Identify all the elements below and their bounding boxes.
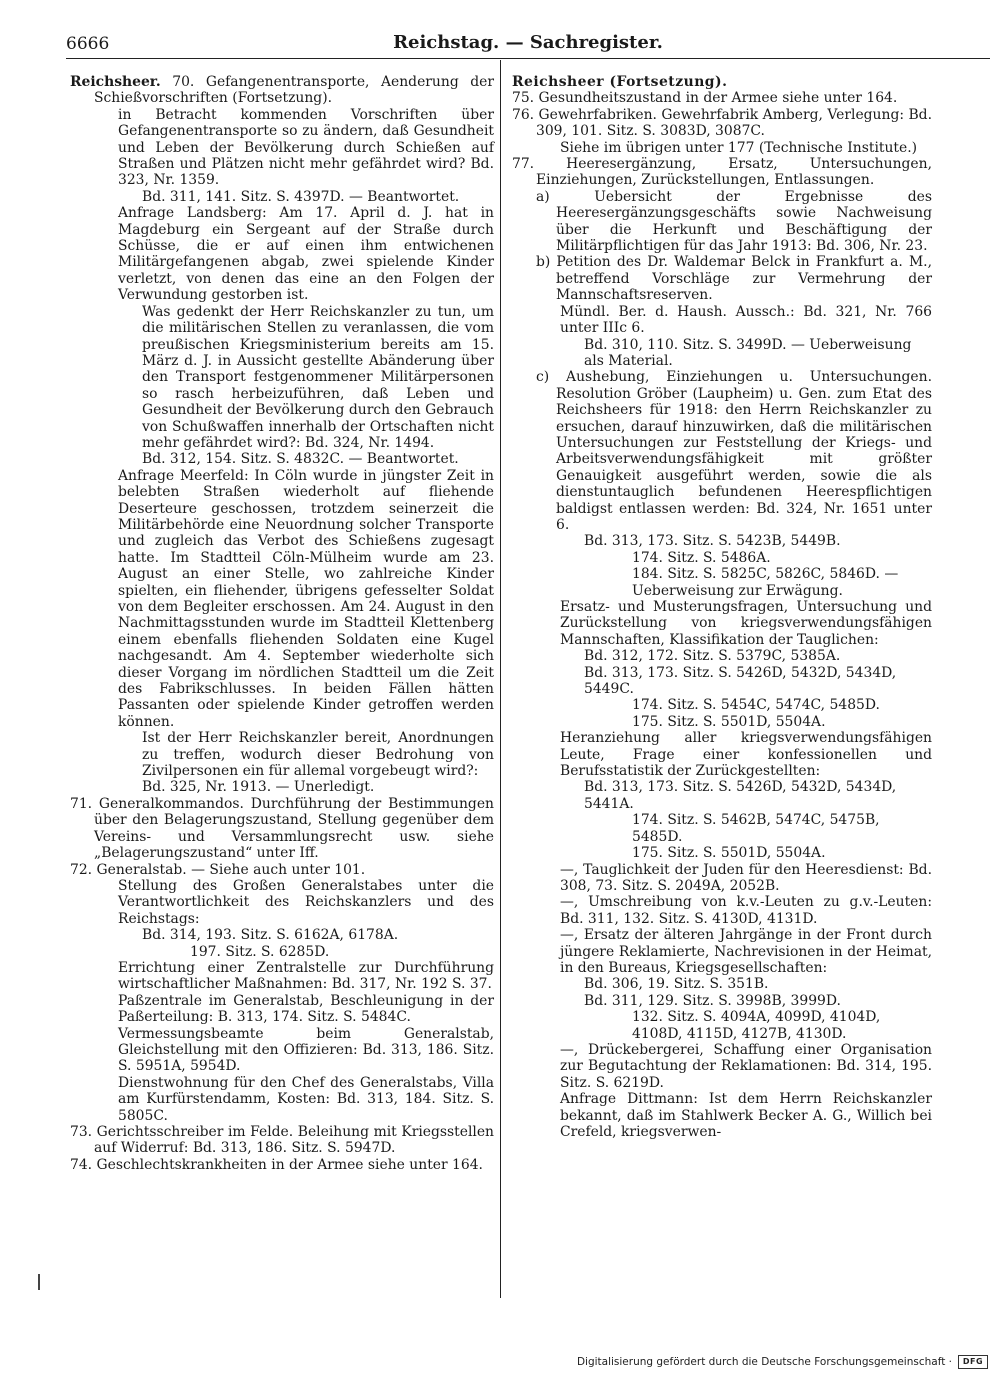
entry-reference: Bd. 310, 110. Sitz. S. 3499D. — Ueberweisung als Material. (584, 336, 912, 369)
entry-reference: 174. Sitz. S. 5462B, 5474C, 5475B, 5485D. (632, 812, 880, 845)
entry-text: in Betracht kommenden Vorschriften über Gefangenentransporte so zu ändern, daß Gesundheit und Leben der Bevölkerung durch Schießen auf Straßen und Plätzen nicht mehr gefährdet wird? Bd. 323, Nr. 1359. (118, 106, 494, 189)
section-heading: Reichsheer. 70. Gefangenentransporte, Aenderung der Schießvorschriften (Fortsetzung). (70, 74, 494, 107)
entry-reference: Bd. 312, 172. Sitz. S. 5379C, 5385A. (584, 648, 841, 665)
index-item-74: 74. Geschlechtskrankheiten in der Armee siehe unter 164. (70, 1156, 483, 1173)
section-heading: Reichsheer (Fortsetzung). (512, 74, 728, 90)
page-footer (577, 1355, 988, 1369)
entry-text: Ist der Herr Reichskanzler bereit, Anordnungen zu treffen, wodurch dieser Bedrohung von Zivilpersonen ein für allemal vorgebeugt wird?: (142, 730, 494, 780)
entry-text: Mündl. Ber. d. Haush. Aussch.: Bd. 321, Nr. 766 unter IIIc 6. (560, 303, 932, 337)
scan-mark (38, 1274, 40, 1290)
entry-subitem-b: b) Petition des Dr. Waldemar Belck in Frankfurt a. M., betreffend Vorschläge zur Vermehrung der Mannschaftsreserven. (536, 254, 932, 304)
dfg-logo-icon: DFG (958, 1355, 988, 1369)
entry-reference: Bd. 311, 129. Sitz. S. 3998B, 3999D. (584, 992, 841, 1009)
entry-reference: 175. Sitz. S. 5501D, 5504A. (632, 713, 826, 730)
entry-text: Anfrage Meerfeld: In Cöln wurde in jüngster Zeit in belebten Straßen wiederholt auf fliehende Deserteure geschossen, trotzdem seinerzeit die Militärbehörde eine Neuordnung solcher Transporte und zugleich das Verbot des Schießens zugesagt hatte. Im Stadtteil Cöln-Mülheim wurde am 23. August an einer Stelle, wo zahlreiche Kinder spielten, ein fliehender, übrigens gefesselter Soldat von dem Begleiter erschossen. Am 24. August in den Nachmittagsstunden wurde im Stadtteil Klettenberg einem ebenfalls fliehenden Soldaten eine Kugel nachgesandt. Am 4. September wiederholte sich dieser Vorgang im nördlichen Stadtteil um die Zeit des Fabrikschlusses. In beiden Fällen hätten Passanten oder spielende Kinder getroffen werden können. (118, 467, 494, 730)
entry-reference: Bd. 313, 173. Sitz. S. 5426D, 5432D, 5434D, 5449C. (584, 664, 897, 698)
entry-reference: 175. Sitz. S. 5501D, 5504A. (632, 845, 826, 862)
entry-text: Paßzentrale im Generalstab, Beschleunigung in der Paßerteilung: B. 313, 174. Sitz. S. 5484C. (118, 992, 494, 1026)
left-column (70, 74, 494, 1173)
entry-text: Heranziehung aller kriegsverwendungsfähigen Leute, Frage einer konfessionellen und Berufsstatistik der Zurückgestellten: (560, 730, 932, 780)
entry-reference: Bd. 313, 173. Sitz. S. 5426D, 5432D, 5434D, 5441A. (584, 779, 897, 812)
entry-text: —, Ersatz der älteren Jahrgänge in der Front durch jüngere Reklamierte, Nachrevisionen in der Heimat, in den Bureaus, Kriegsgesellschaften: (560, 927, 932, 976)
index-item-71: 71. Generalkommandos. Durchführung der Bestimmungen über den Belagerungszustand, Stellung gegenüber dem Vereins- und Versammlungsrecht usw. siehe „Belagerungszustand“ unter Iff. (70, 795, 494, 862)
index-item-77: 77. Heeresergänzung, Ersatz, Untersuchungen, Einziehungen, Zurückstellungen, Entlassungen. (512, 156, 932, 189)
footer-text: Digitalisierung gefördert durch die Deutsche Forschungsgemeinschaft · (576, 1356, 952, 1368)
entry-reference: 174. Sitz. S. 5486A. (632, 549, 771, 566)
running-title: Reichstag. — Sachregister. (393, 32, 663, 53)
entry-reference: Bd. 313, 173. Sitz. S. 5423B, 5449B. (584, 533, 841, 550)
entry-reference: Bd. 314, 193. Sitz. S. 6162A, 6178A. (142, 927, 399, 944)
entry-text: Vermessungsbeamte beim Generalstab, Gleichstellung mit den Offizieren: Bd. 313, 186. Sitz. S. 5951A, 5954D. (118, 1025, 494, 1075)
page-header (66, 30, 990, 58)
entry-text: Ersatz- und Musterungsfragen, Untersuchung und Zurückstellung von kriegsverwendungsfähigen Mannschaften, Klassifikation der Tauglichen: (560, 599, 932, 648)
entry-text: Stellung des Großen Generalstabes unter die Verantwortlichkeit des Reichskanzlers und des Reichstags: (118, 877, 494, 927)
index-item-75: 75. Gesundheitszustand in der Armee siehe unter 164. (512, 90, 898, 107)
entry-reference: Bd. 312, 154. Sitz. S. 4832C. — Beantwortet. (142, 451, 459, 468)
entry-reference: 132. Sitz. S. 4094A, 4099D, 4104D, 4108D, 4115D, 4127B, 4130D. (632, 1009, 881, 1042)
entry-subitem-a: a) Uebersicht der Ergebnisse des Heeresergänzungsgeschäfts sowie Nachweisung über die Herkunft und Beschäftigung der Militärpflichtigen für das Jahr 1913: Bd. 306, Nr. 23. (536, 188, 932, 255)
entry-subitem-c: c) Aushebung, Einziehungen u. Untersuchungen. Resolution Gröber (Laupheim) u. Gen. zum Etat des Reichsheers für 1918: den Herrn Reichskanzler zu ersuchen, darauf hinzuwirken, daß die militärischen Untersuchungen zur Feststellung der Kriegs- und Arbeitsverwendungsfähigkeit mit größter Genauigkeit ausgeführt werden, sowie die als dienstuntauglich befundenen Heerespflichtigen baldigst entlassen werden: Bd. 324, Nr. 1651 unter 6. (536, 369, 932, 533)
column-divider (500, 60, 501, 1298)
right-column (512, 74, 932, 1140)
page-number: 6666 (66, 34, 110, 54)
entry-reference: 197. Sitz. S. 6285D. (190, 943, 330, 960)
entry-text: Was gedenkt der Herr Reichskanzler zu tun, um die militärischen Stellen zu veranlassen, die vom preußischen Kriegsministerium bereits am 15. März d. J. in Aussicht gestellte Abänderung über den Transport festgenommener Militärpersonen so rasch herbeizuführen, daß Leben und Gesundheit der Bevölkerung durch den Gebrauch von Schußwaffen innerhalb der Ortschaften nicht mehr gefährdet wird?: Bd. 324, Nr. 1494. (142, 303, 494, 451)
entry-text: Siehe im übrigen unter 177 (Technische Institute.) (560, 139, 918, 156)
index-item-76: 76. Gewehrfabriken. Gewehrfabrik Amberg, Verlegung: Bd. 309, 101. Sitz. S. 3083D, 3087C. (512, 106, 932, 140)
entry-text: —, Umschreibung von k.v.-Leuten zu g.v.-Leuten: Bd. 311, 132. Sitz. S. 4130D, 4131D. (560, 894, 932, 927)
header-rule (66, 58, 990, 59)
entry-reference: 174. Sitz. S. 5454C, 5474C, 5485D. (632, 697, 880, 714)
entry-text: Errichtung einer Zentralstelle zur Durchführung wirtschaftlicher Maßnahmen: Bd. 317, Nr. 192 S. 37. (118, 959, 494, 993)
entry-text: Anfrage Dittmann: Ist dem Herrn Reichskanzler bekannt, daß im Stahlwerk Becker A. G., Willich bei Crefeld, kriegsverwen- (560, 1091, 932, 1140)
entry-reference: 184. Sitz. S. 5825C, 5826C, 5846D. — Ueberweisung zur Erwägung. (632, 566, 899, 599)
entry-reference: Bd. 306, 19. Sitz. S. 351B. (584, 976, 769, 993)
entry-text: —, Drückebergerei, Schaffung einer Organisation zur Begutachtung der Reklamationen: Bd. 314, 195. Sitz. S. 6219D. (560, 1041, 932, 1091)
index-item-73: 73. Gerichtsschreiber im Felde. Beleihung mit Kriegsstellen auf Widerruf: Bd. 313, 186. Sitz. S. 5947D. (70, 1124, 494, 1157)
entry-text: Anfrage Landsberg: Am 17. April d. J. hat in Magdeburg ein Sergeant auf der Straße durch Schüsse, die er auf einen ihm entwichenen Militärgefangenen abgab, zwei spielende Kinder verletzt, von denen das eine an den Folgen der Verwundung gestorben ist. (118, 205, 494, 304)
entry-text: —, Tauglichkeit der Juden für den Heeresdienst: Bd. 308, 73. Sitz. S. 2049A, 2052B. (560, 861, 932, 894)
entry-reference: Bd. 311, 141. Sitz. S. 4397D. — Beantwortet. (142, 188, 460, 205)
entry-text: Dienstwohnung für den Chef des Generalstabs, Villa am Kurfürstendamm, Kosten: Bd. 313, 184. Sitz. S. 5805C. (118, 1074, 494, 1124)
entry-reference: Bd. 325, Nr. 1913. — Unerledigt. (142, 779, 375, 796)
index-item-72: 72. Generalstab. — Siehe auch unter 101. (70, 861, 366, 878)
